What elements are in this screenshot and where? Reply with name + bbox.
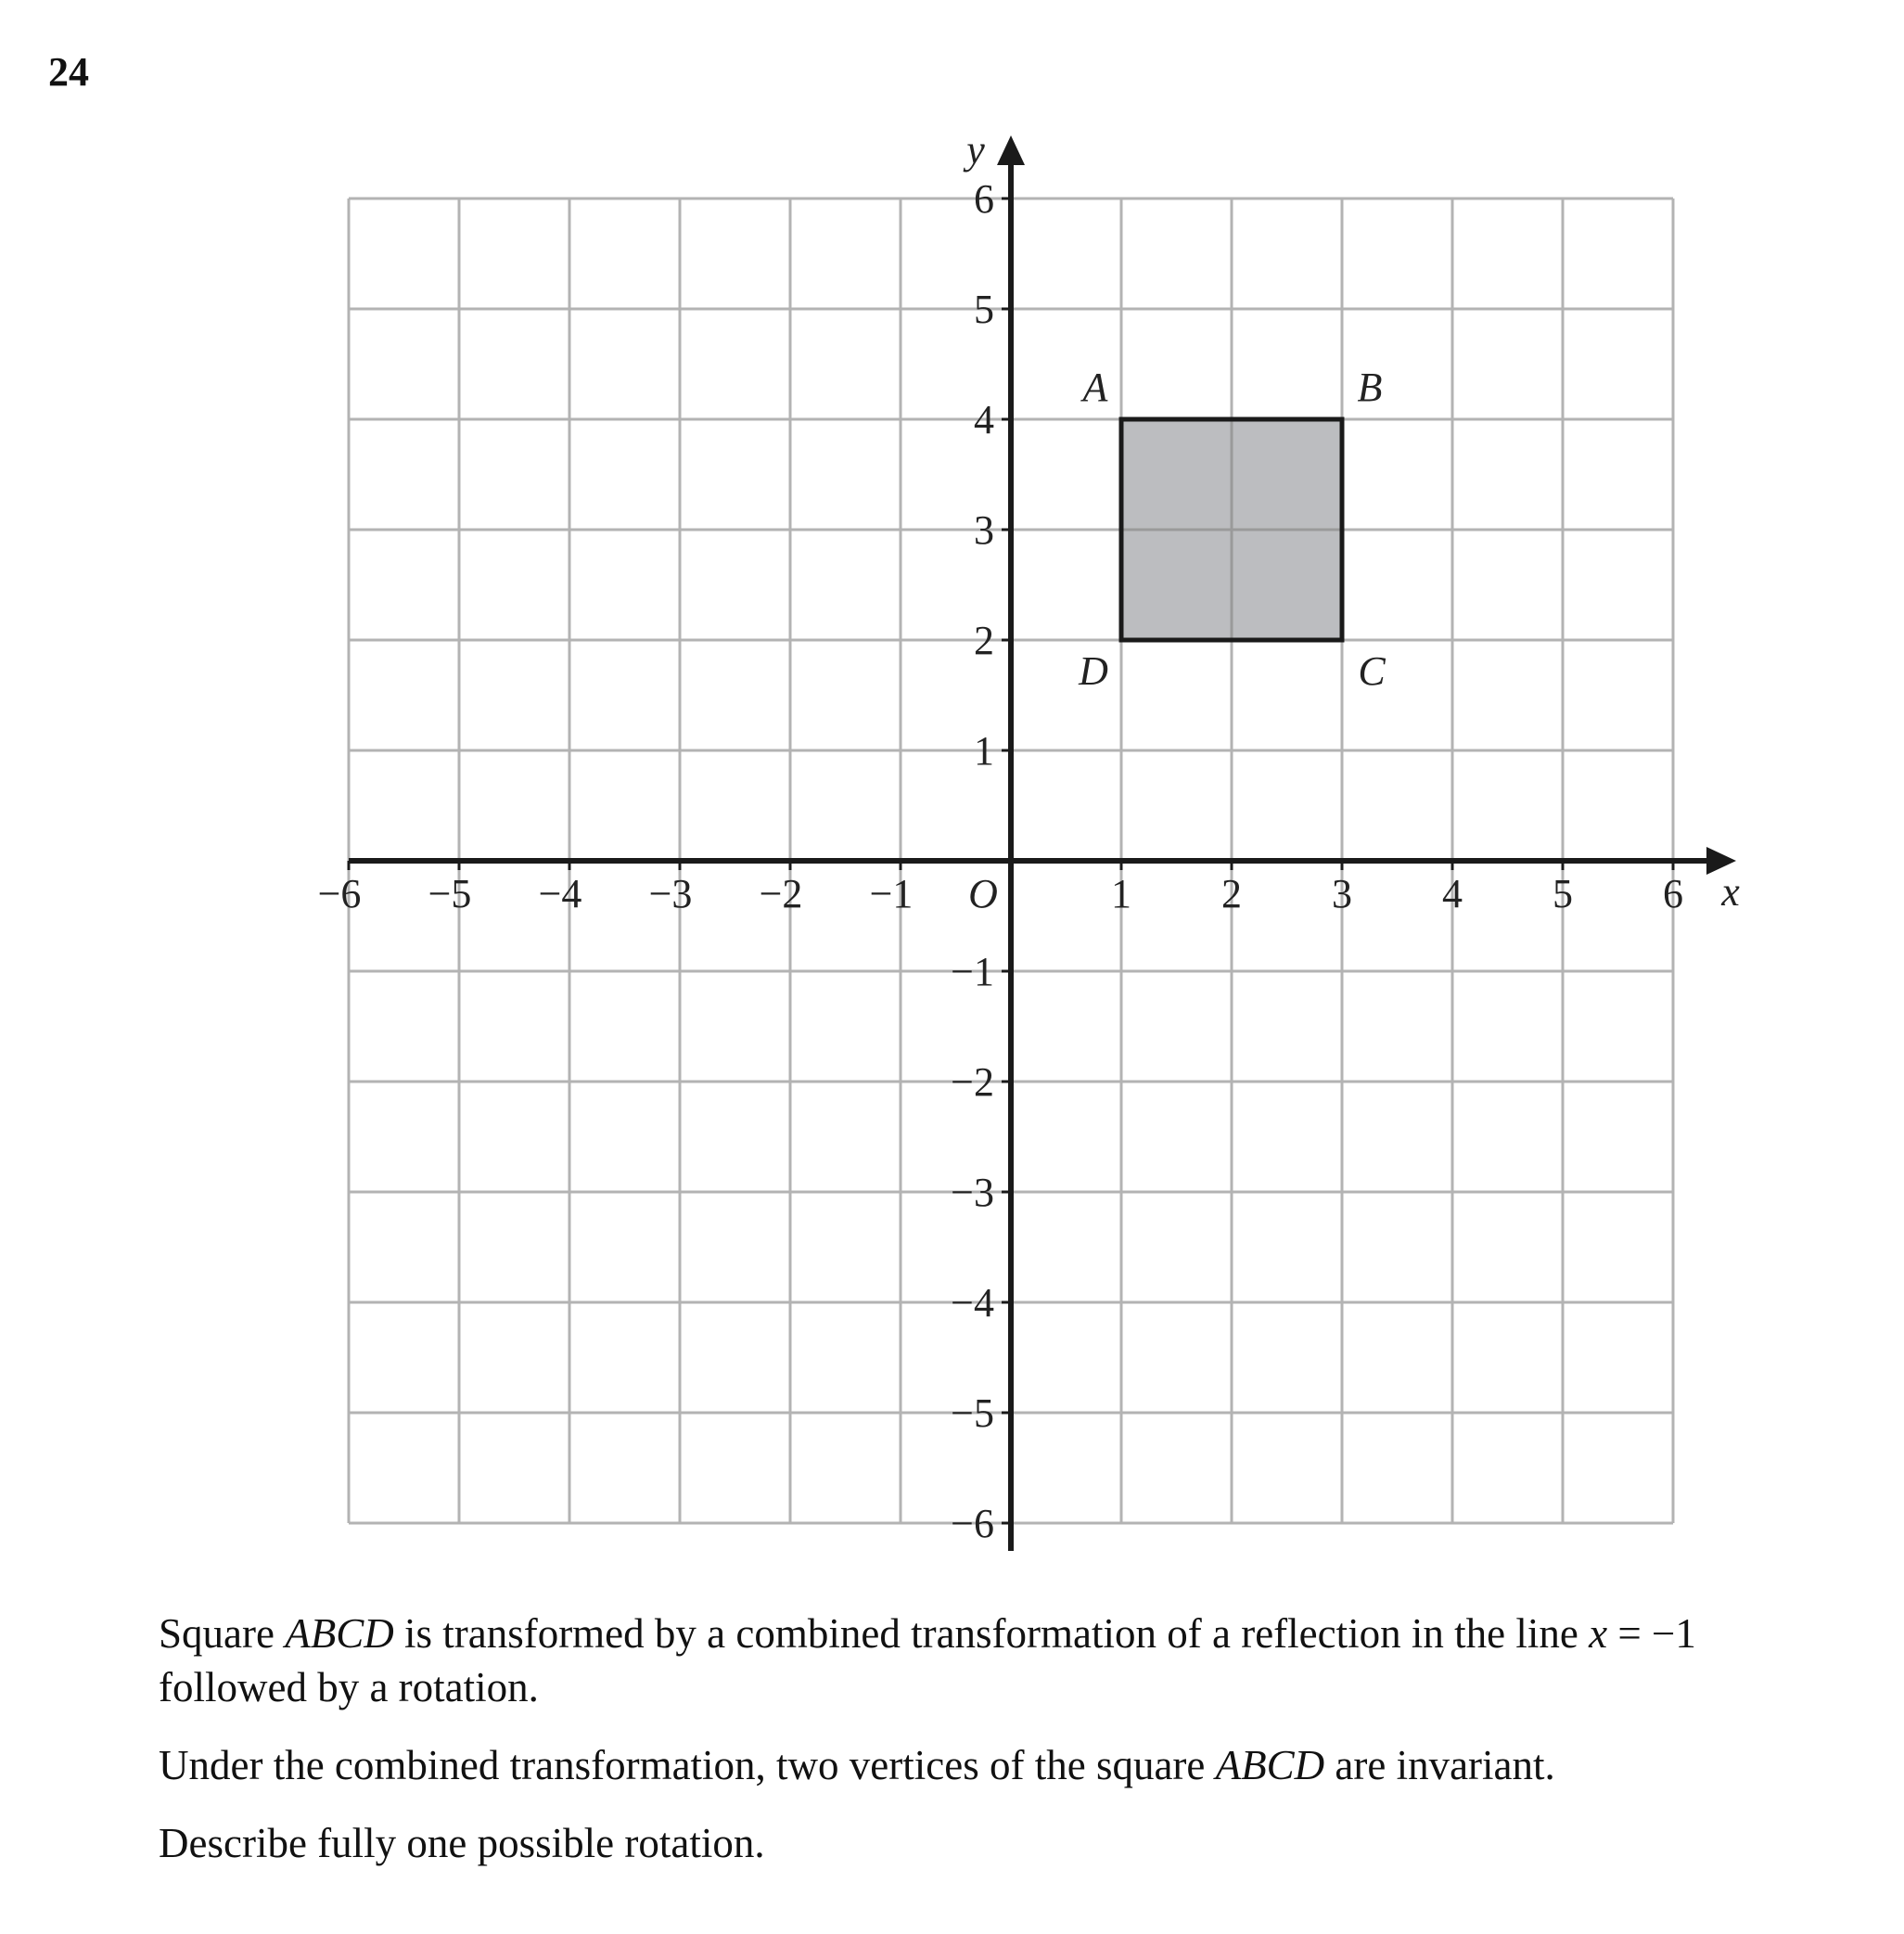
x-tick-label: 4 (1442, 871, 1463, 916)
question-paragraph-3 (159, 1816, 1884, 1870)
x-tick-label: 2 (1221, 871, 1242, 916)
text-segment: are invariant. (1324, 1742, 1555, 1788)
square-name: ABCD (1215, 1742, 1325, 1788)
square-name: ABCD (285, 1610, 394, 1657)
x-tick-label: −3 (648, 871, 693, 916)
question-paragraph-2 (159, 1738, 1884, 1792)
y-tick-label: 1 (974, 728, 994, 774)
y-tick-label: −2 (951, 1059, 994, 1105)
x-tick-label: −5 (428, 871, 472, 916)
text-segment: Describe fully one possible rotation. (159, 1820, 765, 1866)
text-segment: = −1 (1607, 1610, 1696, 1657)
x-tick-label: −2 (759, 871, 803, 916)
y-tick-label: 3 (974, 507, 994, 553)
x-tick-label: −6 (317, 871, 362, 916)
y-tick-label: 4 (974, 397, 994, 442)
vertex-label-d: D (1079, 648, 1108, 694)
vertex-label-b: B (1357, 365, 1383, 410)
text-segment: Square (159, 1610, 286, 1657)
x-tick-label: 5 (1553, 871, 1573, 916)
axes-layer (349, 135, 1736, 1551)
text-segment: Under the combined transformation, two vertices of the square (159, 1742, 1216, 1788)
question-text (159, 1607, 1884, 1870)
text-segment: followed by a rotation. (159, 1664, 539, 1710)
origin-label: O (968, 871, 998, 916)
y-tick-label: 6 (974, 176, 994, 222)
vertex-label-a: A (1082, 365, 1108, 410)
vertex-label-c: C (1358, 648, 1386, 694)
variable-x: x (1589, 1610, 1608, 1657)
y-tick-label: 5 (974, 287, 994, 332)
question-number: 24 (48, 49, 89, 95)
y-tick-label: −1 (951, 949, 994, 994)
x-axis-label: x (1721, 869, 1740, 915)
y-tick-label: −4 (951, 1280, 994, 1326)
question-paragraph-1 (159, 1607, 1884, 1714)
text-segment: is transformed by a combined transformation of a reflection in the line (393, 1610, 1590, 1657)
x-tick-label: −4 (538, 871, 582, 916)
y-tick-label: −6 (951, 1501, 994, 1546)
y-tick-label: 2 (974, 618, 994, 663)
y-tick-label: −5 (951, 1390, 994, 1436)
x-tick-label: 1 (1111, 871, 1131, 916)
labels-layer (318, 127, 1741, 1546)
y-axis-arrow-icon (997, 135, 1025, 165)
x-tick-label: 3 (1332, 871, 1352, 916)
shape-layer (1121, 419, 1342, 640)
y-tick-label: −3 (951, 1170, 994, 1215)
y-axis-label: y (966, 127, 985, 173)
x-tick-label: −1 (869, 871, 914, 916)
x-tick-label: 6 (1663, 871, 1683, 916)
